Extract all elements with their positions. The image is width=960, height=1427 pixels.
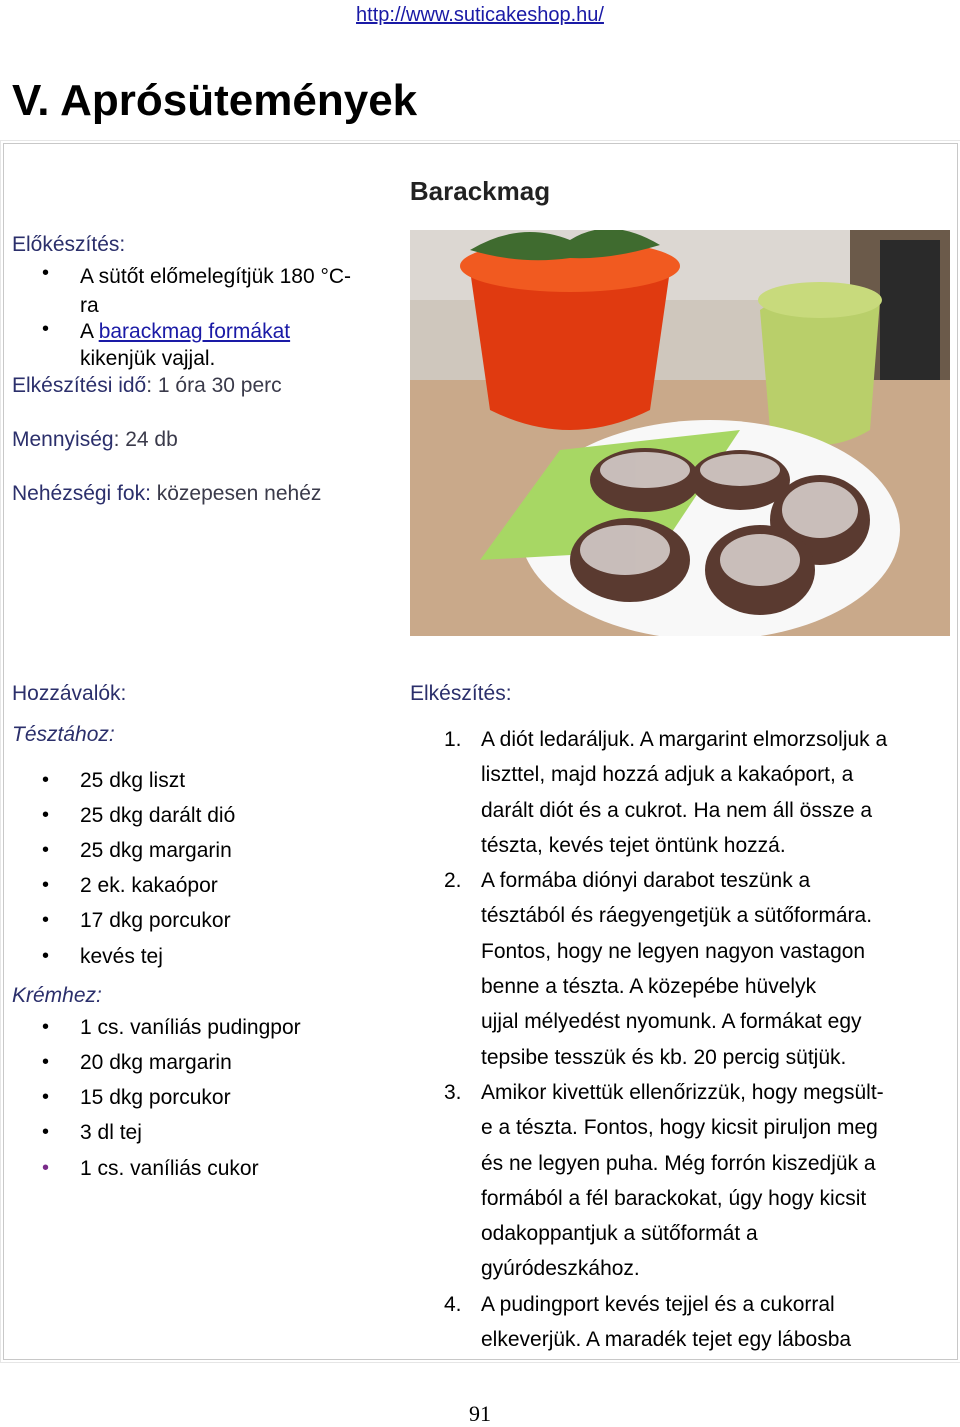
page-number: 91 [469,1401,491,1426]
bullet-icon: • [42,318,50,340]
dough-heading: Tésztához: [12,723,115,746]
molds-link[interactable]: barackmag formákat [98,320,291,343]
step-3: 3. Amikor kivettük ellenőrizzük, hogy megsült- e a tészta. Fontos, hogy kicsit piruljon meg és ne legyen puha. Még forrón kiszedjük a formából a fél barackokat, úgy hogy kicsit odakoppantjuk a sütőformát a gyúródeszkához. [444,1080,884,1281]
bullet-icon: • [42,1121,50,1143]
method-heading: Elkészítés: [410,682,512,705]
bullet-icon: • [42,839,50,861]
dough-item: kevés tej [80,945,163,968]
chapter-title: V. Aprósütemények [12,76,418,125]
bullet-icon: • [42,262,50,284]
cream-heading: Krémhez: [12,984,102,1007]
step-2: 2. A formába diónyi darabot teszünk a tésztából és ráegyengetjük a sütőformára. Fontos, hogy ne legyen nagyon vastagon benne a tészta. A közepébe hüvelyk ujjal mélyedést nyomunk. A formákat egy tepsibe tesszük és kb. 20 percig sütjük. [444,869,873,1069]
bullet-icon: • [42,769,50,791]
step-4: 4. A pudingport kevés tejjel és a cukorral elkeverjük. A maradék tejet egy lábosba [444,1292,852,1352]
bullet-icon: • [42,804,50,826]
prep-heading: Előkészítés: [12,233,126,256]
prep-item-2: A barackmag formákat kikenjük vajjal. [80,320,291,370]
prep-time: Elkészítési idő: 1 óra 30 perc [12,374,282,397]
quantity: Mennyiség: 24 db [12,428,178,451]
bullet-icon: • [42,909,50,931]
step-1: 1. A diót ledaráljuk. A margarint elmorzsoljuk a liszttel, majd hozzá adjuk a kakaóport, a darált diót és a cukrot. Ha nem áll össze a tészta, kevés tejet öntünk hozzá. [444,728,888,857]
bullet-icon: • [42,945,50,967]
dough-item: 2 ek. kakaópor [80,874,218,897]
bullet-icon: • [42,1086,50,1108]
cream-item: 1 cs. vaníliás pudingpor [80,1016,301,1039]
ingredients-heading: Hozzávalók: [12,682,127,705]
cream-item: 15 dkg porcukor [80,1086,231,1109]
prep-item-1: A sütőt előmelegítjük 180 °C- ra [80,265,352,317]
bullet-icon: • [42,874,50,896]
difficulty: Nehézségi fok: közepesen nehéz [12,482,322,505]
recipe-title: Barackmag [409,176,551,206]
bullet-icon: • [42,1016,50,1038]
cream-item: 3 dl tej [80,1121,142,1144]
bullet-icon: • [42,1157,50,1179]
cream-item: 1 cs. vaníliás cukor [80,1157,259,1180]
cream-item: 20 dkg margarin [80,1051,232,1074]
dough-item: 17 dkg porcukor [80,909,231,932]
dough-item: 25 dkg darált dió [80,804,236,827]
method-steps [444,722,944,1357]
recipe-photo [410,230,950,636]
bullet-icon: • [42,1051,50,1073]
site-url-link[interactable]: http://www.suticakeshop.hu/ [356,4,604,26]
dough-item: 25 dkg margarin [80,839,232,862]
dough-item: 25 dkg liszt [80,769,186,792]
